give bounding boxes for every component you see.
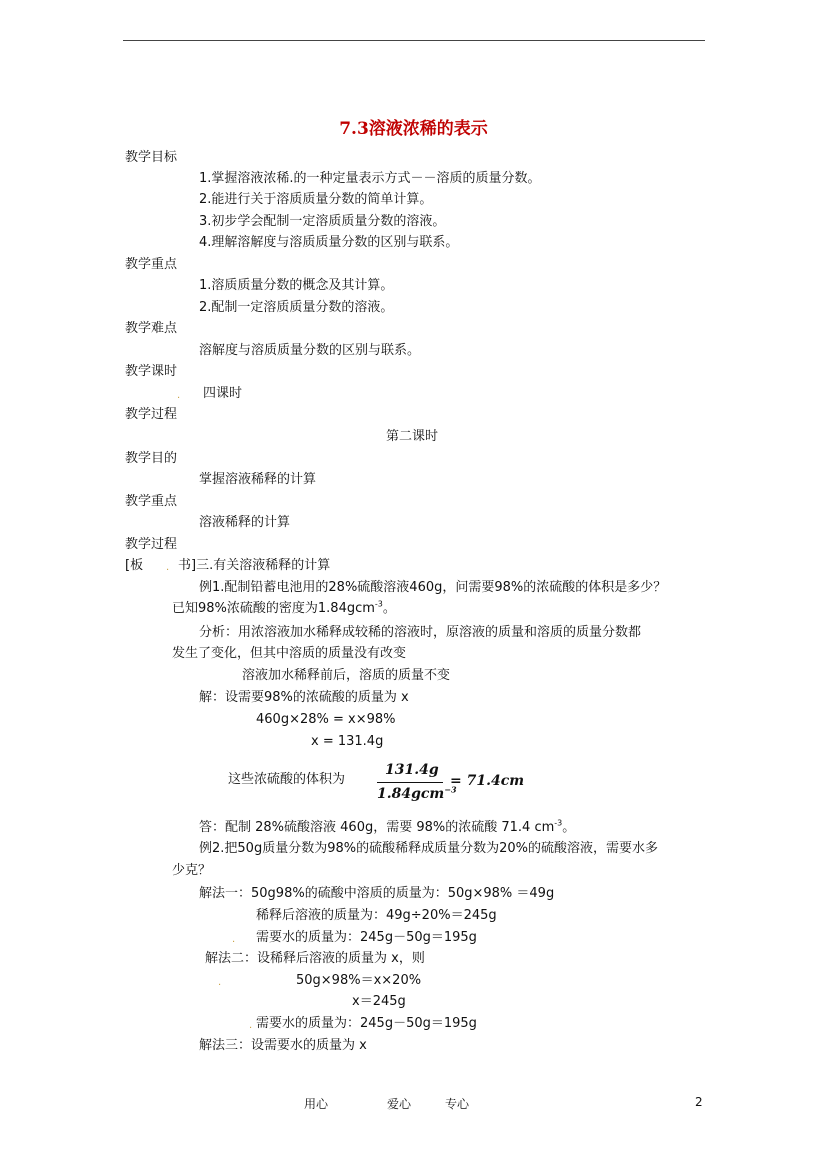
solution-line2: 460g×28% = x×98%	[256, 712, 396, 727]
analysis-line3: 溶液加水稀释前后，溶质的质量不变	[242, 668, 451, 683]
artifact-dot: .	[249, 1020, 253, 1031]
method2-line4: 需要水的质量为：245g－50g＝195g	[256, 1016, 477, 1031]
heading-process: 教学过程	[125, 407, 178, 422]
objective-item: 2.能进行关于溶质质量分数的简单计算。	[199, 192, 433, 207]
artifact-dot: .	[218, 977, 222, 988]
answer1: 答：配制 28%硫酸溶液 460g，需要 98%的浓硫酸 71.4 $cm^{-3}$。	[199, 818, 576, 835]
footer-item: 爱心	[387, 1097, 412, 1111]
header-rule	[123, 40, 705, 41]
example1-line1: 例1.配制铅蓄电池用的28%硫酸溶液460g，问需要98%的浓硫酸的体积是多少？	[199, 580, 667, 595]
volume-label: 这些浓硫酸的体积为	[228, 772, 346, 787]
page-number: 2	[695, 1095, 703, 1109]
footer-item: 用心	[304, 1097, 329, 1111]
lesson-key-text: 溶液稀释的计算	[199, 515, 291, 530]
objective-item: 1.掌握溶液浓稀.的一种定量表示方式－－溶质的质量分数。	[199, 171, 541, 186]
solution-line1: 解：设需要98%的浓硫酸的质量为 x	[199, 690, 409, 705]
difficulty-text: 溶解度与溶质质量分数的区别与联系。	[199, 343, 421, 358]
method1-line3: 需要水的质量为：245g－50g＝195g	[256, 930, 477, 945]
solution-line3: x = 131.4g	[311, 734, 384, 749]
objective-item: 4.理解溶解度与溶质质量分数的区别与联系。	[199, 235, 459, 250]
heading-lesson-key: 教学重点	[125, 494, 178, 509]
fraction-bar	[377, 782, 443, 783]
heading-lesson-goal: 教学目的	[125, 451, 178, 466]
heading-difficulty: 教学难点	[125, 321, 178, 336]
heading-objectives: 教学目标	[125, 150, 178, 165]
fraction-result: = 71.4cm	[450, 773, 525, 789]
method3-line1: 解法三：设需要水的质量为 x	[199, 1038, 367, 1053]
lesson-goal-text: 掌握溶液稀释的计算	[199, 472, 317, 487]
analysis-line2: 发生了变化，但其中溶质的质量没有改变	[172, 646, 407, 661]
key-point-item: 1.溶质质量分数的概念及其计算。	[199, 278, 394, 293]
example1-line2: 已知98%浓硫酸的密度为1.84gcm$^{-3}$。	[172, 599, 396, 616]
artifact-dot: .	[232, 934, 236, 945]
board-prefix: [板	[125, 558, 144, 573]
heading-key-points: 教学重点	[125, 257, 178, 272]
key-point-item: 2.配制一定溶质质量分数的溶液。	[199, 300, 394, 315]
analysis-line1: 分析：用浓溶液加水稀释成较稀的溶液时，原溶液的质量和溶质的质量分数都	[199, 625, 642, 640]
artifact-dot: .	[166, 562, 170, 573]
example2-line1: 例2.把50g质量分数为98%的硫酸稀释成质量分数为20%的硫酸溶液，需要水多	[199, 841, 658, 856]
lesson-title: 第二课时	[386, 429, 439, 444]
document-title: 7.3溶液浓稀的表示	[339, 119, 488, 139]
fraction-denominator: 1.84gcm$^{-3}$	[377, 784, 457, 802]
footer-item: 专心	[445, 1097, 470, 1111]
hours-text: 四课时	[203, 386, 243, 401]
method2-line1: 解法二：设稀释后溶液的质量为 x，则	[205, 951, 425, 966]
heading-lesson-process: 教学过程	[125, 537, 178, 552]
fraction-numerator: 131.4g	[385, 762, 439, 778]
method2-line2: 50g×98%＝x×20%	[296, 973, 422, 988]
method1-line2: 稀释后溶液的质量为：49g÷20%＝245g	[256, 908, 497, 923]
method1-line1: 解法一：50g98%的硫酸中溶质的质量为：50g×98% ＝49g	[199, 886, 555, 901]
example2-line2: 少克？	[172, 863, 212, 878]
board-heading: 书]三.有关溶液稀释的计算	[178, 558, 331, 573]
heading-hours: 教学课时	[125, 364, 178, 379]
objective-item: 3.初步学会配制一定溶质质量分数的溶液。	[199, 214, 446, 229]
artifact-dot: .	[177, 390, 181, 401]
method2-line3: x＝245g	[352, 994, 406, 1009]
